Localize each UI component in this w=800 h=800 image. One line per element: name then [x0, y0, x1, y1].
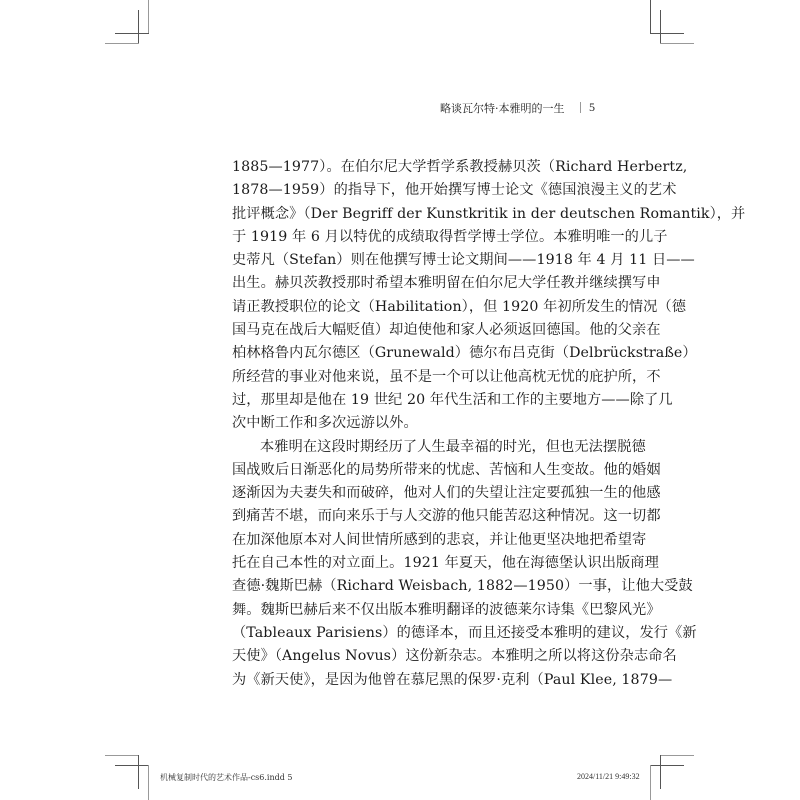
crop-mark-top-right-v2: [660, 10, 661, 44]
crop-mark-bottom-left-h2: [115, 765, 149, 766]
crop-mark-bottom-left-v2: [148, 765, 149, 800]
crop-mark-bottom-left-h1: [105, 755, 139, 756]
text-line: 托在自己本性的对立面上。1921 年夏天，他在海德堡认识出版商理: [232, 555, 659, 572]
text-line: 到痛苦不堪，而向来乐于与人交游的他只能苦忍这种情况。这一切都: [232, 508, 661, 525]
crop-mark-top-left-v2: [138, 10, 139, 44]
body-text: [232, 156, 746, 692]
text-line: （Tableaux Parisiens）的德译本，而且还接受本雅明的建议，发行《新: [232, 624, 697, 641]
text-line: 1878—1959）的指导下，他开始撰写博士论文《德国浪漫主义的艺术: [232, 182, 677, 199]
text-line: 天使》（Angelus Novus）这份新杂志。本雅明之所以将这份杂志命名: [232, 648, 677, 665]
text-line: 出生。赫贝茨教授那时希望本雅明留在伯尔尼大学任教并继续撰写申: [232, 275, 661, 292]
crop-mark-bottom-right-v2: [650, 765, 651, 800]
text-line: 为《新天使》，是因为他曾在慕尼黑的保罗·克利（Paul Klee, 1879—: [232, 671, 673, 688]
crop-mark-bottom-right-h1: [660, 755, 694, 756]
header-divider: [580, 102, 581, 113]
text-line: 请正教授职位的论文（Habilitation），但 1920 年初所发生的情况（德: [232, 298, 687, 315]
slug-timestamp: 2024/11/21 9:49:32: [577, 772, 640, 781]
crop-mark-top-right-h1: [650, 33, 684, 34]
running-header-title: 略谈瓦尔特·本雅明的一生: [440, 102, 565, 115]
text-line: 舞。魏斯巴赫后来不仅出版本雅明翻译的波德莱尔诗集《巴黎风光》: [232, 601, 661, 618]
text-line: 于 1919 年 6 月以特优的成绩取得哲学博士学位。本雅明唯一的儿子: [232, 228, 668, 245]
text-line: 1885—1977）。在伯尔尼大学哲学系教授赫贝茨（Richard Herbertz,: [232, 159, 688, 175]
crop-mark-top-left-h2: [105, 43, 139, 44]
text-line: 国战败后日渐恶化的局势所带来的忧虑、苦恼和人生变故。他的婚姻: [232, 461, 661, 478]
crop-mark-bottom-left-v1: [138, 755, 139, 789]
crop-mark-bottom-right-v1: [660, 755, 661, 789]
crop-mark-top-left-v1: [148, 0, 149, 33]
running-header: [440, 100, 600, 118]
text-line: 史蒂凡（Stefan）则在他撰写博士论文期间——1918 年 4 月 11 日——: [232, 252, 695, 269]
text-line: 在加深他原本对人间世情所感到的悲哀，并让他更坚决地把希望寄: [232, 531, 647, 548]
crop-mark-bottom-right-h2: [650, 765, 684, 766]
text-line: 国马克在战后大幅贬值）却迫使他和家人必须返回德国。他的父亲在: [232, 322, 661, 339]
slug-file-name: 机械复制时代的艺术作品-cs6.indd 5: [160, 773, 293, 782]
crop-mark-top-left-h1: [115, 33, 149, 34]
crop-mark-top-right-h2: [660, 43, 694, 44]
text-line: 批评概念》（Der Begriff der Kunstkritik in der deutschen Romantik），并: [232, 205, 746, 222]
crop-mark-top-right-v1: [650, 0, 651, 33]
text-line: 次中断工作和多次远游以外。: [232, 415, 418, 432]
text-line: 查德·魏斯巴赫（Richard Weisbach, 1882—1950）一事，让他大受鼓: [232, 578, 693, 595]
text-line: 过，那里却是他在 19 世纪 20 年代生活和工作的主要地方——除了几: [232, 391, 673, 408]
text-line: 逐渐因为夫妻失和而破碎，他对人们的失望让注定要孤独一生的他感: [232, 485, 661, 502]
paragraph-first-line: 本雅明在这段时期经历了人生最幸福的时光，但也无法摆脱德: [260, 438, 646, 455]
text-line: 柏林格鲁内瓦尔德区（Grunewald）德尔布吕克街（Delbrückstraße）: [232, 345, 697, 362]
text-line: 所经营的事业对他来说，虽不是一个可以让他高枕无忧的庇护所，不: [232, 368, 661, 385]
page-number: 5: [589, 100, 595, 114]
